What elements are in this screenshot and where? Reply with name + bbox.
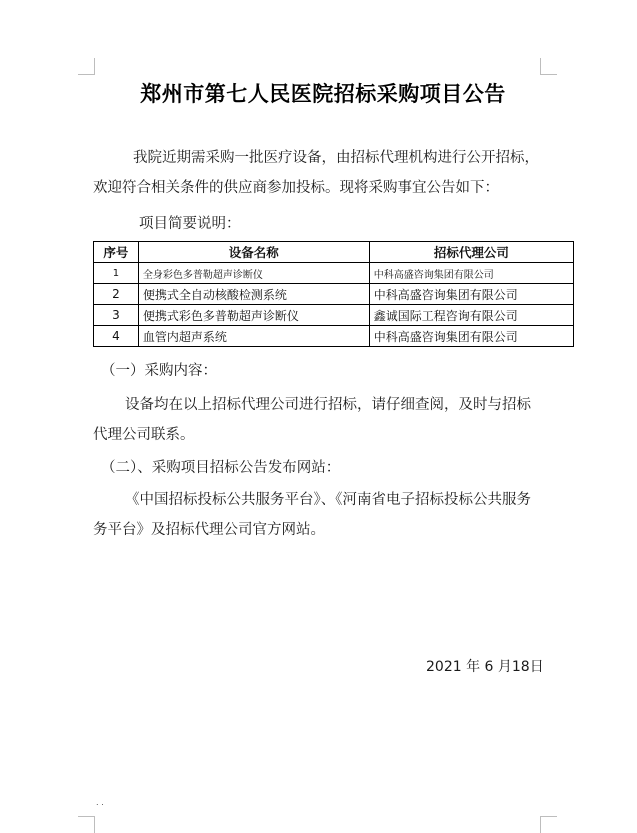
row-index: 4: [94, 326, 139, 347]
row-index: 1: [94, 263, 139, 284]
section-1-body: [93, 390, 553, 450]
section-2-body: [93, 485, 553, 545]
section-1-line-1: 设备均在以上招标代理公司进行招标，请仔细查阅，及时与招标: [125, 397, 531, 413]
table-row: [94, 305, 574, 326]
row-agency: 中科高盛咨询集团有限公司: [369, 326, 573, 347]
row-index: 3: [94, 305, 139, 326]
row-equipment: 便携式全自动核酸检测系统: [138, 284, 369, 305]
table-caption: 项目简要说明：: [139, 216, 241, 232]
procurement-table: [93, 241, 574, 347]
row-equipment: 便携式彩色多普勒超声诊断仪: [138, 305, 369, 326]
row-equipment: 血管内超声系统: [138, 326, 369, 347]
section-2-line-2: 务平台》及招标代理公司官方网站。: [93, 522, 325, 538]
header-equipment: 设备名称: [138, 242, 369, 263]
row-agency: 中科高盛咨询集团有限公司: [369, 263, 573, 284]
intro-line-2: 欢迎符合相关条件的供应商参加投标。现将采购事宜公告如下：: [93, 180, 499, 196]
crop-mark-top-right: [540, 58, 557, 75]
crop-mark-top-left: [78, 58, 95, 75]
intro-paragraph: [93, 143, 553, 203]
table-row: [94, 284, 574, 305]
section-1-heading: （一）采购内容：: [101, 363, 217, 379]
section-2-line-1: 《中国招标投标公共服务平台》、《河南省电子招标投标公共服务: [125, 492, 531, 508]
section-2-heading: （二）、采购项目招标公告发布网站：: [101, 460, 341, 476]
crop-mark-bottom-left: [78, 816, 95, 833]
crop-mark-bottom-right: [540, 816, 557, 833]
table-header-row: [94, 242, 574, 263]
table-row: [94, 326, 574, 347]
header-agency: 招标代理公司: [369, 242, 573, 263]
document-date: 2021 年 6 月18日: [426, 659, 544, 675]
row-equipment: 全身彩色多普勒超声诊断仪: [138, 263, 369, 284]
section-1-line-2: 代理公司联系。: [93, 427, 195, 443]
row-agency: 中科高盛咨询集团有限公司: [369, 284, 573, 305]
intro-line-1: 我院近期需采购一批医疗设备，由招标代理机构进行公开招标，: [133, 150, 539, 166]
header-index: 序号: [94, 242, 139, 263]
row-agency: 鑫诚国际工程咨询有限公司: [369, 305, 573, 326]
row-index: 2: [94, 284, 139, 305]
footer-mark: . .: [96, 798, 104, 807]
table-row: [94, 263, 574, 284]
document-title: 郑州市第七人民医院招标采购项目公告: [140, 81, 506, 106]
